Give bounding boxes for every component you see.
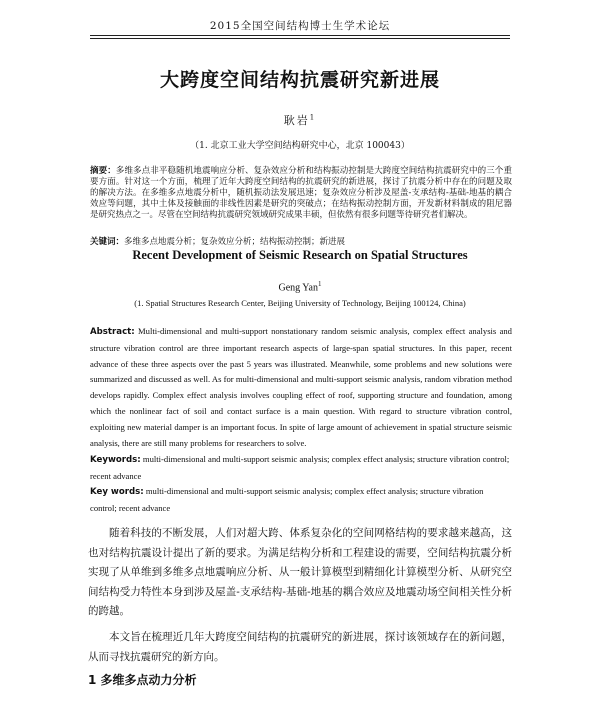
- abstract-label-chinese: 摘要：: [90, 166, 116, 176]
- abstract-label-english: Abstract:: [90, 327, 135, 337]
- header-rule: [90, 35, 510, 36]
- keywords-english: [90, 452, 512, 485]
- keywords-text-english-repeat: multi-dimensional and multi-support seismic analysis; complex effect analysis; structure vibration control; recent advance: [90, 486, 484, 513]
- author-affiliation-marker: 1: [309, 113, 317, 122]
- author-name-english: Geng Yan: [278, 282, 318, 294]
- author-name-chinese: 耿岩: [283, 114, 310, 127]
- keywords-chinese: [90, 237, 512, 248]
- keywords-label-english: Keywords:: [90, 455, 141, 465]
- body-paragraph-2: 本文旨在梳理近几年大跨度空间结构的抗震研究的新进展，探讨该领域存在的新问题，从而寻找抗震研究的新方向。: [88, 631, 512, 663]
- paper-title-chinese: 大跨度空间结构抗震研究新进展: [159, 69, 440, 91]
- body-paragraph-1: 随着科技的不断发展，人们对超大跨、体系复杂化的空间网格结构的要求越来越高，这也对结构抗震设计提出了新的要求。为满足结构分析和工程建设的需要，空间结构抗震分析实现了从单维到多维多点地震响应分析、从一般计算模型到精细化计算模型分析、从研究空间结构受力特性本身到涉及屋盖-支承结构-基础-地基的耦合效应及地震动场空间相关性分析的跨越。: [88, 527, 512, 617]
- author-chinese: [200, 112, 400, 128]
- keywords-text-chinese: 多维多点地震分析；复杂效应分析；结构振动控制；新进展: [124, 237, 346, 247]
- author-affiliation-marker-english: 1: [317, 280, 322, 288]
- abstract-text-chinese: 多维多点非平稳随机地震响应分析、复杂效应分析和结构振动控制是大跨度空间结构抗震研究中的三个重要方面。针对这一个方面，梳理了近年大跨度空间结构的抗震研究的新进展，探讨了抗震分析中存在的问题及取的解决方法。在多维多点地震分析中，随机振动法发展迅速；复杂效应分析涉及屋盖-支承结构-基础-地基的耦合效应等问题，其中土体及接触面的非线性因素是研究的突破点；在结构振动控制方面，开发新材料制成的阻尼器是研究热点之一。尽管在空间结构抗震研究领域研究成果丰硕，但依然有很多问题等待研究者们解决。: [90, 166, 512, 220]
- affiliation-english: (1. Spatial Structures Research Center, Beijing University of Technology, Beijing 100124, China): [134, 298, 466, 308]
- abstract-chinese: [90, 166, 512, 221]
- abstract-english: [90, 324, 512, 451]
- keywords-label-chinese: 关键词：: [90, 237, 125, 247]
- paper-title-english: Recent Development of Seismic Research on Spatial Structures: [132, 248, 468, 262]
- header-rule-double: [90, 38, 510, 39]
- running-header: 2015全国空间结构博士生学术论坛: [209, 20, 391, 32]
- keywords-label-english-repeat: Key words:: [90, 487, 144, 497]
- author-english: [200, 280, 400, 293]
- section-heading: 1 多维多点动力分析: [88, 673, 197, 687]
- keywords-english-repeat: [90, 484, 512, 517]
- keywords-text-english: multi-dimensional and multi-support seismic analysis; complex effect analysis; structure vibration control; recent advance: [90, 454, 510, 481]
- abstract-text-english: Multi-dimensional and multi-support nonstationary random seismic analysis, complex effect analysis and structure vibration control are three important research aspects of large-span spatial structures. In this paper, recent advance of these three aspects over the past 5 years was illustrated. Meanwhile, some problems and new solutions were summarized and discussed as well. As for multi-dimensional and multi-support seismic analysis, random vibration method develops rapidly. Complex effect analysis involves coupling effect of roof, supporting structure and foundation, among which the nonlinear fact of soil and contact surface is a main question. With regard to structure vibration control, exploiting new material damper is an important focus. In spite of large amount of achievement in spatial structure seismic analysis, there are still many problems for researchers to solve.: [90, 326, 512, 448]
- affiliation-chinese: （1. 北京工业大学空间结构研究中心，北京 100043）: [190, 141, 410, 151]
